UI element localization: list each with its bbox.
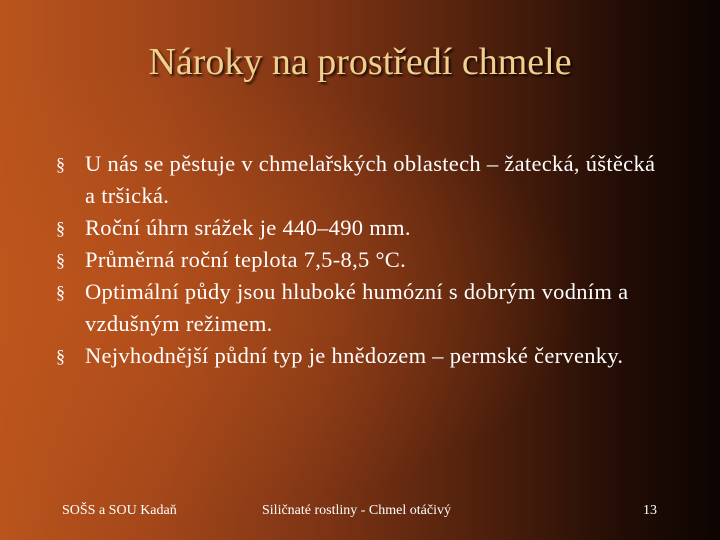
bullet-marker-icon: § xyxy=(56,218,66,238)
bullet-marker-icon: § xyxy=(56,250,66,270)
footer-topic: Siličnaté rostliny - Chmel otáčivý xyxy=(262,503,451,518)
bullet-list xyxy=(56,148,666,372)
bullet-text: Optimální půdy jsou hluboké humózní s dobrým vodním a vzdušným režimem. xyxy=(85,279,629,336)
bullet-item xyxy=(56,212,666,244)
bullet-text: U nás se pěstuje v chmelařských oblastech – žatecká, úštěcká a tršická. xyxy=(85,151,656,208)
page-number: 13 xyxy=(643,503,657,518)
bullet-item xyxy=(56,276,666,340)
bullet-item xyxy=(56,244,666,276)
slide-title: Nároky na prostředí chmele xyxy=(148,41,572,83)
bullet-marker-icon: § xyxy=(56,154,66,174)
bullet-text: Průměrná roční teplota 7,5-8,5 °C. xyxy=(85,247,407,272)
bullet-item xyxy=(56,340,666,372)
bullet-text: Nejvhodnější půdní typ je hnědozem – permské červenky. xyxy=(85,343,624,368)
bullet-text: Roční úhrn srážek je 440–490 mm. xyxy=(85,215,411,240)
footer-school: SOŠS a SOU Kadaň xyxy=(62,503,177,518)
bullet-marker-icon: § xyxy=(56,346,66,366)
bullet-item xyxy=(56,148,666,212)
bullet-marker-icon: § xyxy=(56,282,66,302)
